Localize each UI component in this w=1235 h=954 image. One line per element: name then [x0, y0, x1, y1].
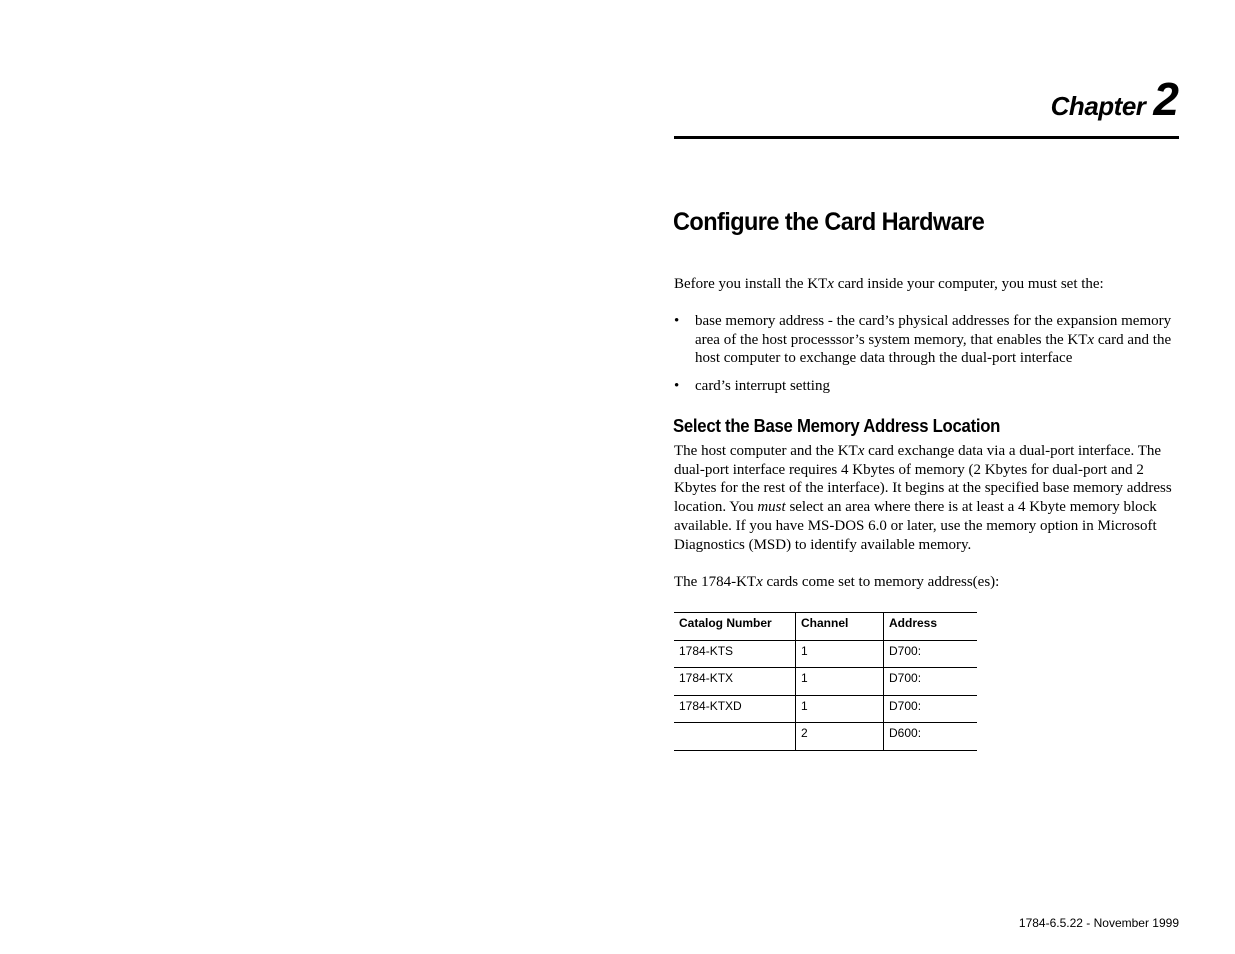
section-heading: Select the Base Memory Address Location	[673, 416, 1001, 436]
cell-address: D600:	[889, 726, 922, 740]
table-row	[674, 695, 977, 723]
list-item: • base memory address - the card’s physical addresses for the expansion memory area of the host processsor’s system memory, that enables the KTx card and the host computer to exchange data through the dual-port interface	[674, 313, 1172, 367]
cell-channel: 1	[796, 695, 884, 723]
chapter-number: 2	[1153, 73, 1179, 125]
page-title: Configure the Card Hardware	[673, 208, 985, 236]
header-channel: Channel	[796, 613, 884, 641]
table-intro-paragraph: The 1784-KTx cards come set to memory address(es):	[674, 574, 1000, 590]
memory-address-table	[674, 612, 977, 751]
intro-paragraph: Before you install the KTx card inside your computer, you must set the:	[674, 276, 1104, 292]
table-header-row	[674, 613, 977, 641]
section-paragraph: The host computer and the KTx card exchange data via a dual-port interface. The dual-port interface requires 4 Kbytes of memory (2 Kbytes for dual-port and 2 Kbytes for the rest of the interface). It begins at the specified base memory address location. You must select an area where there is at least a 4 Kbyte memory block available. If you have MS-DOS 6.0 or later, use the memory option in Microsoft Diagnostics (MSD) to identify available memory.	[674, 443, 1172, 553]
cell-channel: 1	[796, 668, 884, 696]
bullet-icon: •	[674, 313, 680, 329]
table-row	[674, 668, 977, 696]
chapter-heading	[674, 72, 1179, 126]
cell-catalog-number	[674, 723, 796, 751]
page-footer: 1784-6.5.22 - November 1999	[1018, 916, 1179, 930]
cell-address: D700:	[889, 698, 922, 713]
cell-address: D700:	[889, 671, 922, 685]
chapter-rule	[674, 136, 1179, 139]
table-row	[674, 640, 977, 668]
cell-catalog-number: 1784-KTXD	[674, 695, 796, 723]
list-item: • card’s interrupt setting	[674, 378, 830, 395]
table-row	[674, 723, 977, 751]
header-catalog-number: Catalog Number	[674, 613, 796, 641]
cell-catalog-number: 1784-KTX	[674, 668, 796, 696]
settings-list	[674, 312, 1179, 405]
chapter-word: Chapter	[1050, 91, 1146, 121]
cell-channel: 1	[796, 640, 884, 668]
cell-catalog-number: 1784-KTS	[674, 640, 796, 668]
cell-address: D700:	[889, 643, 922, 658]
bullet-icon: •	[674, 378, 680, 395]
header-address: Address	[889, 616, 938, 630]
cell-channel: 2	[796, 723, 884, 751]
